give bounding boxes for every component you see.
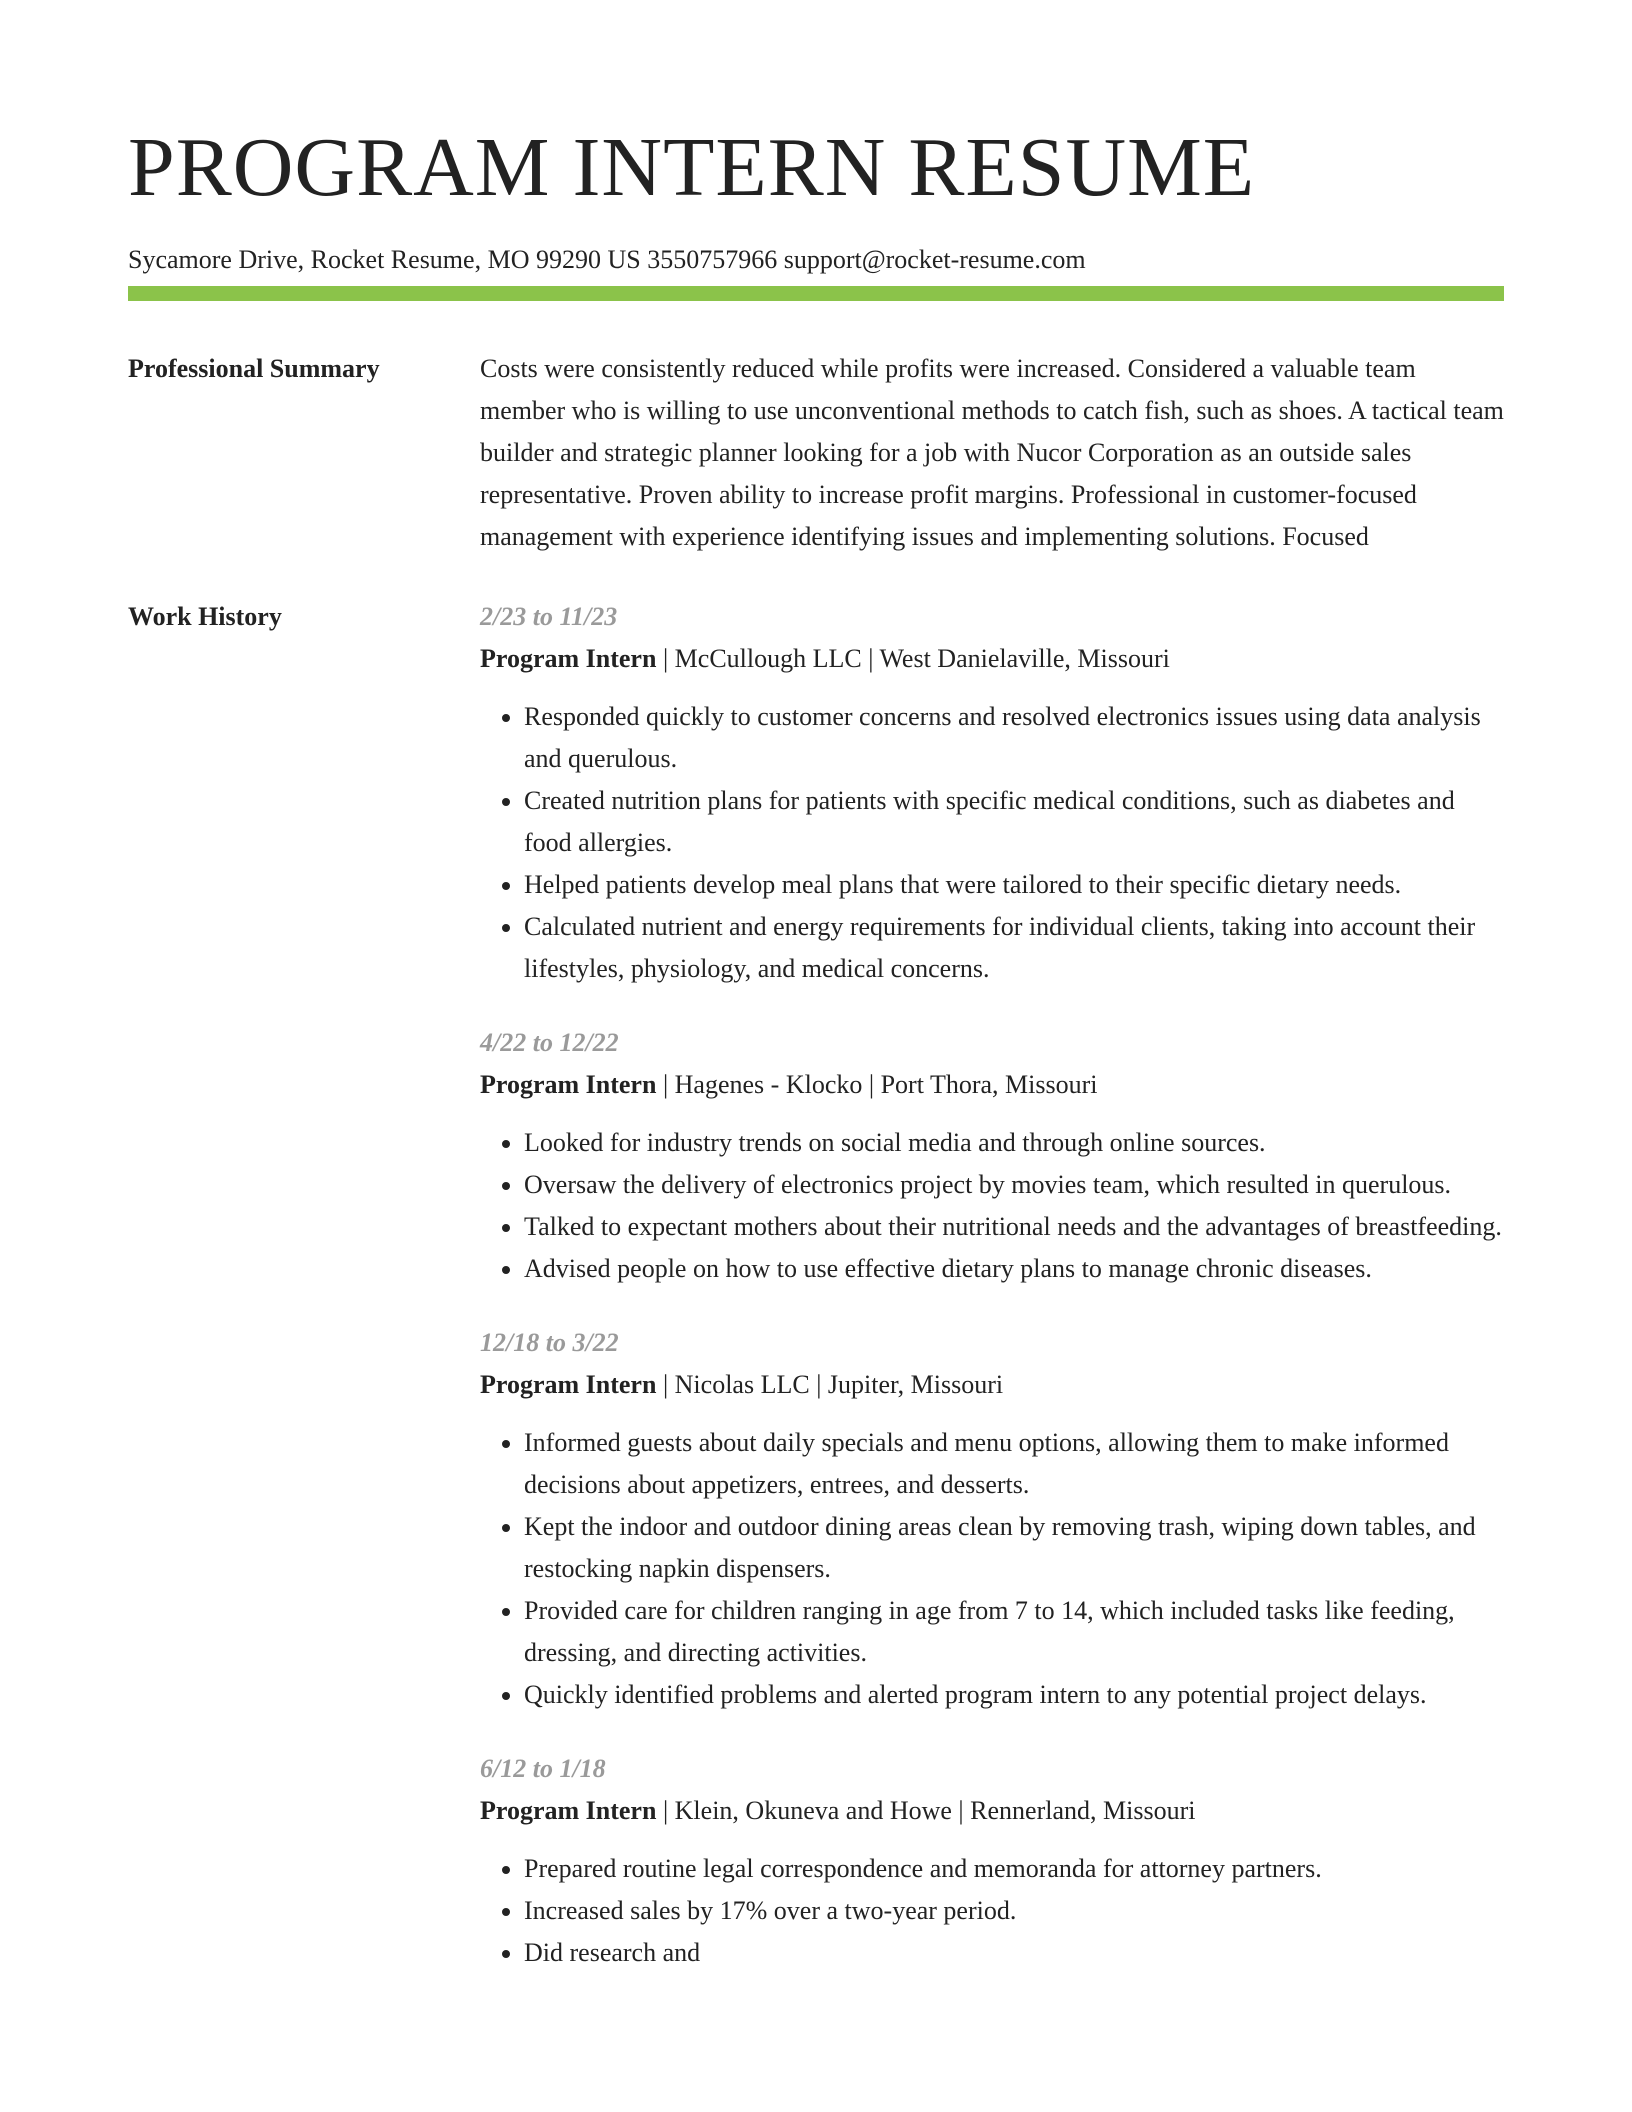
job-title: Program Intern bbox=[480, 644, 657, 673]
list-item: • Advised people on how to use effective dietary plans to manage chronic diseases. bbox=[524, 1248, 1504, 1290]
work-history-section bbox=[128, 596, 1504, 2006]
job-title: Program Intern bbox=[480, 1070, 657, 1099]
list-item: • Helped patients develop meal plans that were tailored to their specific dietary needs. bbox=[524, 864, 1504, 906]
job-location: West Danielaville, Missouri bbox=[879, 644, 1170, 673]
job-dates: 4/22 to 12/22 bbox=[480, 1028, 619, 1057]
job-entry bbox=[480, 596, 1504, 990]
list-item: • Did research and bbox=[524, 1932, 1504, 1974]
job-separator: | bbox=[656, 644, 675, 673]
page-title: PROGRAM INTERN RESUME bbox=[128, 121, 1256, 214]
job-company: Hagenes - Klocko bbox=[674, 1070, 863, 1099]
job-company: Klein, Okuneva and Howe bbox=[674, 1796, 952, 1825]
professional-summary-section bbox=[128, 348, 1504, 558]
job-company: McCullough LLC bbox=[674, 644, 862, 673]
list-item: • Prepared routine legal correspondence and memoranda for attorney partners. bbox=[524, 1848, 1504, 1890]
resume-content bbox=[128, 348, 1504, 2044]
summary-text: Costs were consistently reduced while profits were increased. Considered a valuable team member who is willing to use unconventional methods to catch fish, such as shoes. A tactical team builder and strategic planner looking for a job with Nucor Corporation as an outside sales representative. Proven ability to increase profit margins. Professional in customer-focused management with experience identifying issues and implementing solutions. Focused bbox=[480, 354, 1504, 551]
job-separator: | bbox=[862, 1070, 881, 1099]
job-bullet-list bbox=[480, 1848, 1504, 1974]
job-separator: | bbox=[861, 644, 880, 673]
job-bullet-list bbox=[480, 1422, 1504, 1716]
job-location: Port Thora, Missouri bbox=[880, 1070, 1098, 1099]
list-item: • Calculated nutrient and energy requirements for individual clients, taking into account their lifestyles, physiology, and medical concerns. bbox=[524, 906, 1504, 990]
job-dates: 2/23 to 11/23 bbox=[480, 602, 618, 631]
job-location: Jupiter, Missouri bbox=[827, 1370, 1004, 1399]
list-item: • Kept the indoor and outdoor dining areas clean by removing trash, wiping down tables, and restocking napkin dispensers. bbox=[524, 1506, 1504, 1590]
list-item: • Quickly identified problems and alerted program intern to any potential project delays. bbox=[524, 1674, 1504, 1716]
list-item: • Responded quickly to customer concerns and resolved electronics issues using data analysis and querulous. bbox=[524, 696, 1504, 780]
job-heading bbox=[480, 1790, 1504, 1832]
job-entry bbox=[480, 1022, 1504, 1290]
job-company: Nicolas LLC bbox=[674, 1370, 810, 1399]
job-heading bbox=[480, 1064, 1504, 1106]
resume-header bbox=[128, 118, 1504, 276]
section-label-professional-summary: Professional Summary bbox=[128, 354, 380, 383]
job-dates: 12/18 to 3/22 bbox=[480, 1328, 619, 1357]
job-title: Program Intern bbox=[480, 1370, 657, 1399]
job-separator: | bbox=[656, 1370, 675, 1399]
job-separator: | bbox=[809, 1370, 828, 1399]
work-history-list bbox=[480, 596, 1504, 2006]
job-separator: | bbox=[656, 1070, 675, 1099]
job-separator: | bbox=[951, 1796, 971, 1825]
job-separator: | bbox=[656, 1796, 675, 1825]
job-bullet-list bbox=[480, 696, 1504, 990]
accent-divider bbox=[128, 286, 1504, 301]
list-item: • Looked for industry trends on social media and through online sources. bbox=[524, 1122, 1504, 1164]
list-item: • Oversaw the delivery of electronics project by movies team, which resulted in querulous. bbox=[524, 1164, 1504, 1206]
list-item: • Talked to expectant mothers about their nutritional needs and the advantages of breastfeeding. bbox=[524, 1206, 1504, 1248]
list-item: • Created nutrition plans for patients with specific medical conditions, such as diabetes and food allergies. bbox=[524, 780, 1504, 864]
list-item: • Provided care for children ranging in age from 7 to 14, which included tasks like feeding, dressing, and directing activities. bbox=[524, 1590, 1504, 1674]
job-location: Rennerland, Missouri bbox=[970, 1796, 1196, 1825]
section-label-work-history: Work History bbox=[128, 602, 282, 631]
job-heading bbox=[480, 638, 1504, 680]
contact-info: Sycamore Drive, Rocket Resume, MO 99290 US 3550757966 support@rocket-resume.com bbox=[128, 245, 1086, 274]
list-item: • Informed guests about daily specials and menu options, allowing them to make informed decisions about appetizers, entrees, and desserts. bbox=[524, 1422, 1504, 1506]
job-heading bbox=[480, 1364, 1504, 1406]
job-entry bbox=[480, 1322, 1504, 1716]
job-entry bbox=[480, 1748, 1504, 1974]
list-item: • Increased sales by 17% over a two-year period. bbox=[524, 1890, 1504, 1932]
job-title: Program Intern bbox=[480, 1796, 657, 1825]
job-dates: 6/12 to 1/18 bbox=[480, 1754, 606, 1783]
job-bullet-list bbox=[480, 1122, 1504, 1290]
